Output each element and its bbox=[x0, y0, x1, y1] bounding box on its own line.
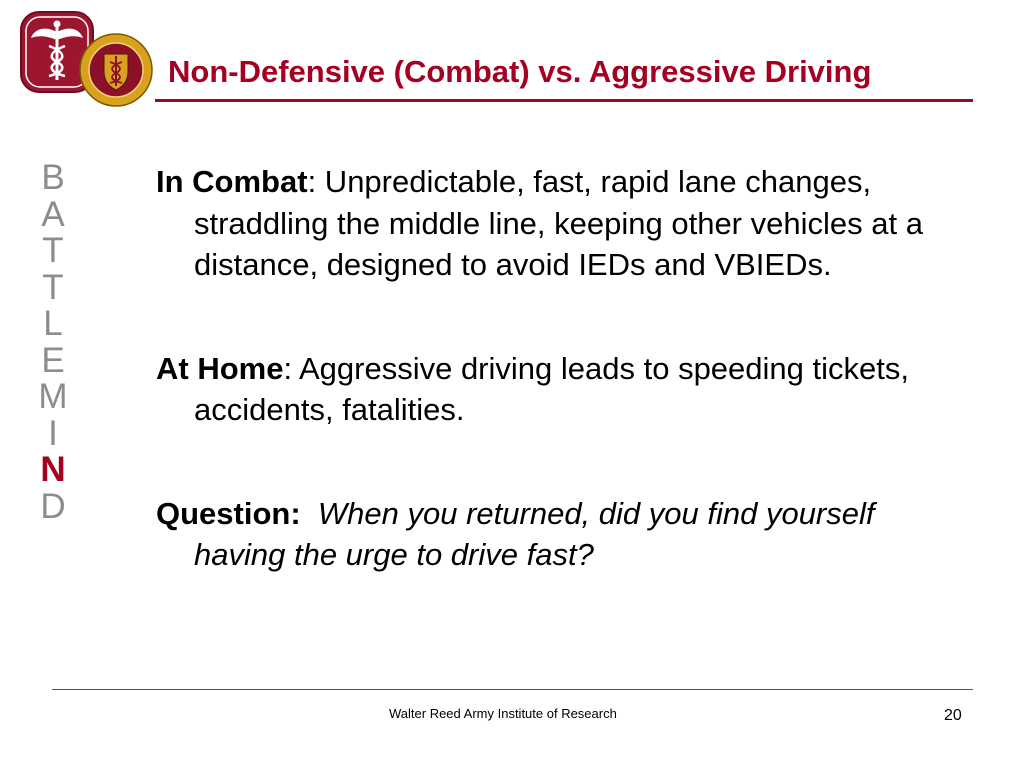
home-text: Aggressive driving leads to speeding tickets, accidents, fatalities. bbox=[194, 350, 909, 427]
combat-paragraph bbox=[156, 161, 956, 286]
footer-organization: Walter Reed Army Institute of Research bbox=[389, 706, 617, 721]
side-letter-highlighted: N bbox=[40, 450, 66, 489]
title-underline bbox=[155, 99, 973, 102]
question-label: Question: bbox=[156, 495, 301, 531]
footer-divider bbox=[52, 689, 973, 690]
side-letter: T bbox=[42, 267, 64, 307]
question-text: When you returned, did you find yourself having the urge to drive fast? bbox=[194, 495, 875, 572]
battlemind-vertical-word bbox=[20, 160, 86, 525]
home-paragraph bbox=[156, 348, 956, 431]
slide-title: Non-Defensive (Combat) vs. Aggressive Driving bbox=[168, 54, 872, 89]
side-letter: I bbox=[48, 413, 58, 453]
side-letter: L bbox=[43, 304, 63, 343]
page-number: 20 bbox=[944, 707, 962, 724]
home-label: At Home bbox=[156, 350, 284, 386]
combat-label: In Combat bbox=[156, 164, 308, 199]
combat-text: Unpredictable, fast, rapid lane changes, straddling the middle line, keeping other vehicles at a distance, designed to avoid IEDs and VBIEDs. bbox=[194, 164, 923, 282]
combat-separator: : bbox=[307, 164, 317, 199]
side-letter: A bbox=[41, 194, 65, 234]
side-letter: D bbox=[40, 486, 66, 526]
side-letter: B bbox=[41, 158, 65, 197]
side-letter: M bbox=[38, 377, 68, 416]
home-separator: : bbox=[283, 350, 293, 386]
question-paragraph bbox=[156, 493, 956, 576]
side-letter: E bbox=[41, 340, 65, 380]
slide-body bbox=[156, 161, 956, 638]
side-letter: T bbox=[42, 231, 64, 270]
question-separator bbox=[301, 496, 318, 531]
protect-sustain-emblem-icon bbox=[78, 32, 154, 108]
